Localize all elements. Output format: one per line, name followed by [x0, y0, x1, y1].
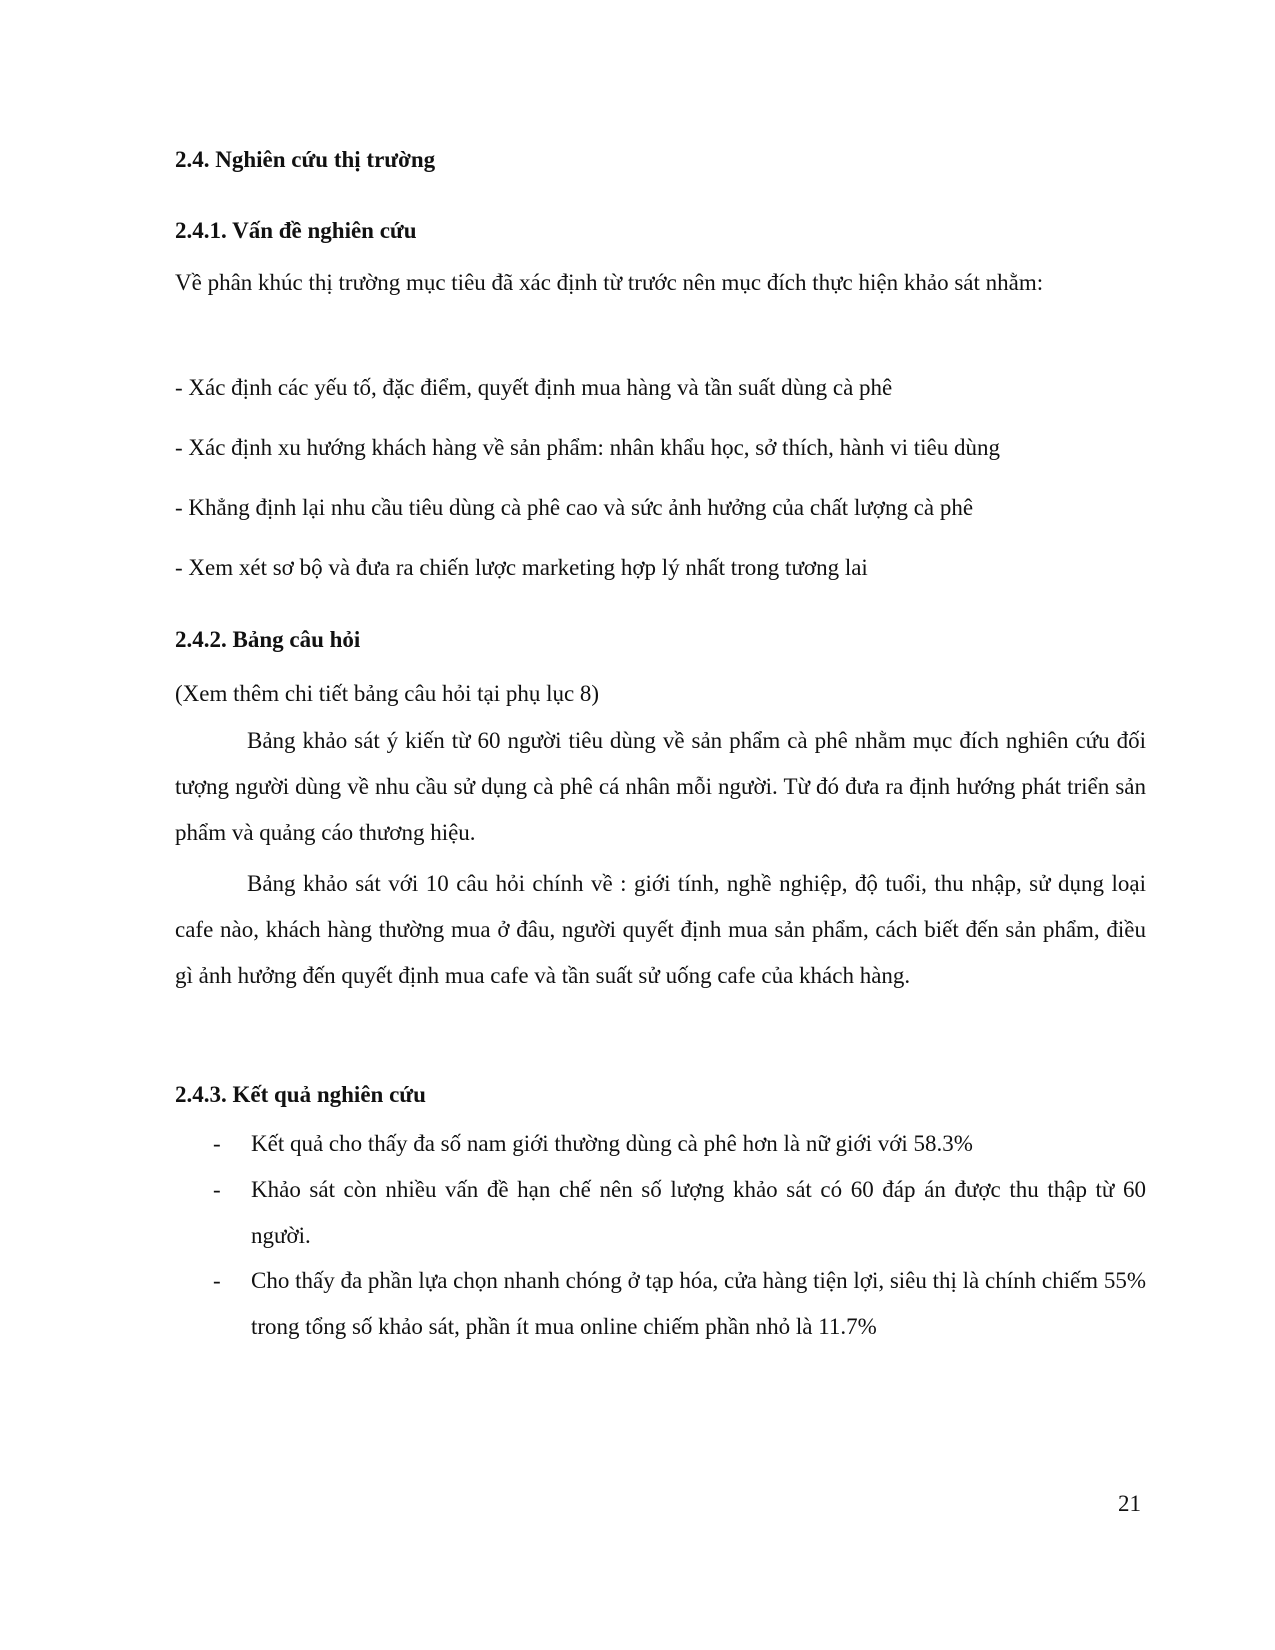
result-bullet	[175, 1121, 1146, 1167]
result-bullet-text: Khảo sát còn nhiều vấn đề hạn chế nên số lượng khảo sát có 60 đáp án được thu thập từ 60 người.	[251, 1177, 1146, 1248]
research-problem-intro: Về phân khúc thị trường mục tiêu đã xác định từ trước nên mục đích thực hiện khảo sát nhằm:	[175, 270, 1044, 295]
research-goal-item: - Xác định xu hướng khách hàng về sản phẩm: nhân khẩu học, sở thích, hành vi tiêu dùng	[175, 435, 1001, 460]
questionnaire-paragraph-2: Bảng khảo sát với 10 câu hỏi chính về : giới tính, nghề nghiệp, độ tuổi, thu nhập, sử dụng loại cafe nào, khách hàng thường mua ở đâu, người quyết định mua sản phẩm, cách biết đến sản phẩm, điều gì ảnh hưởng đến quyết định mua cafe và tần suất sử uống cafe của khách hàng.	[175, 871, 1146, 988]
research-goal-item: - Xem xét sơ bộ và đưa ra chiến lược marketing hợp lý nhất trong tương lai	[175, 555, 868, 580]
page-number: 21	[1118, 1491, 1141, 1516]
result-bullet	[175, 1167, 1146, 1259]
section-heading: 2.4. Nghiên cứu thị trường	[175, 147, 436, 172]
subsection-heading-questionnaire: 2.4.2. Bảng câu hỏi	[175, 627, 361, 652]
questionnaire-paragraph-1: Bảng khảo sát ý kiến từ 60 người tiêu dùng về sản phẩm cà phê nhằm mục đích nghiên cứu đối tượng người dùng về nhu cầu sử dụng cà phê cá nhân mỗi người. Từ đó đưa ra định hướng phát triển sản phẩm và quảng cáo thương hiệu.	[175, 728, 1146, 845]
research-goal-item: - Khẳng định lại nhu cầu tiêu dùng cà phê cao và sức ảnh hưởng của chất lượng cà phê	[175, 495, 974, 520]
subsection-heading-research-problem: 2.4.1. Vấn đề nghiên cứu	[175, 218, 417, 243]
subsection-heading-results: 2.4.3. Kết quả nghiên cứu	[175, 1082, 426, 1107]
bullet-dash: -	[213, 1131, 221, 1156]
bullet-dash: -	[213, 1268, 221, 1293]
result-bullet	[175, 1258, 1146, 1350]
research-goal-item: - Xác định các yếu tố, đặc điểm, quyết định mua hàng và tần suất dùng cà phê	[175, 375, 893, 400]
result-bullet-text: Kết quả cho thấy đa số nam giới thường dùng cà phê hơn là nữ giới với 58.3%	[251, 1131, 973, 1156]
questionnaire-note: (Xem thêm chi tiết bảng câu hỏi tại phụ lục 8)	[175, 681, 600, 706]
bullet-dash: -	[213, 1177, 221, 1202]
result-bullet-text: Cho thấy đa phần lựa chọn nhanh chóng ở tạp hóa, cửa hàng tiện lợi, siêu thị là chính chiếm 55% trong tổng số khảo sát, phần ít mua online chiếm phần nhỏ là 11.7%	[251, 1268, 1146, 1339]
